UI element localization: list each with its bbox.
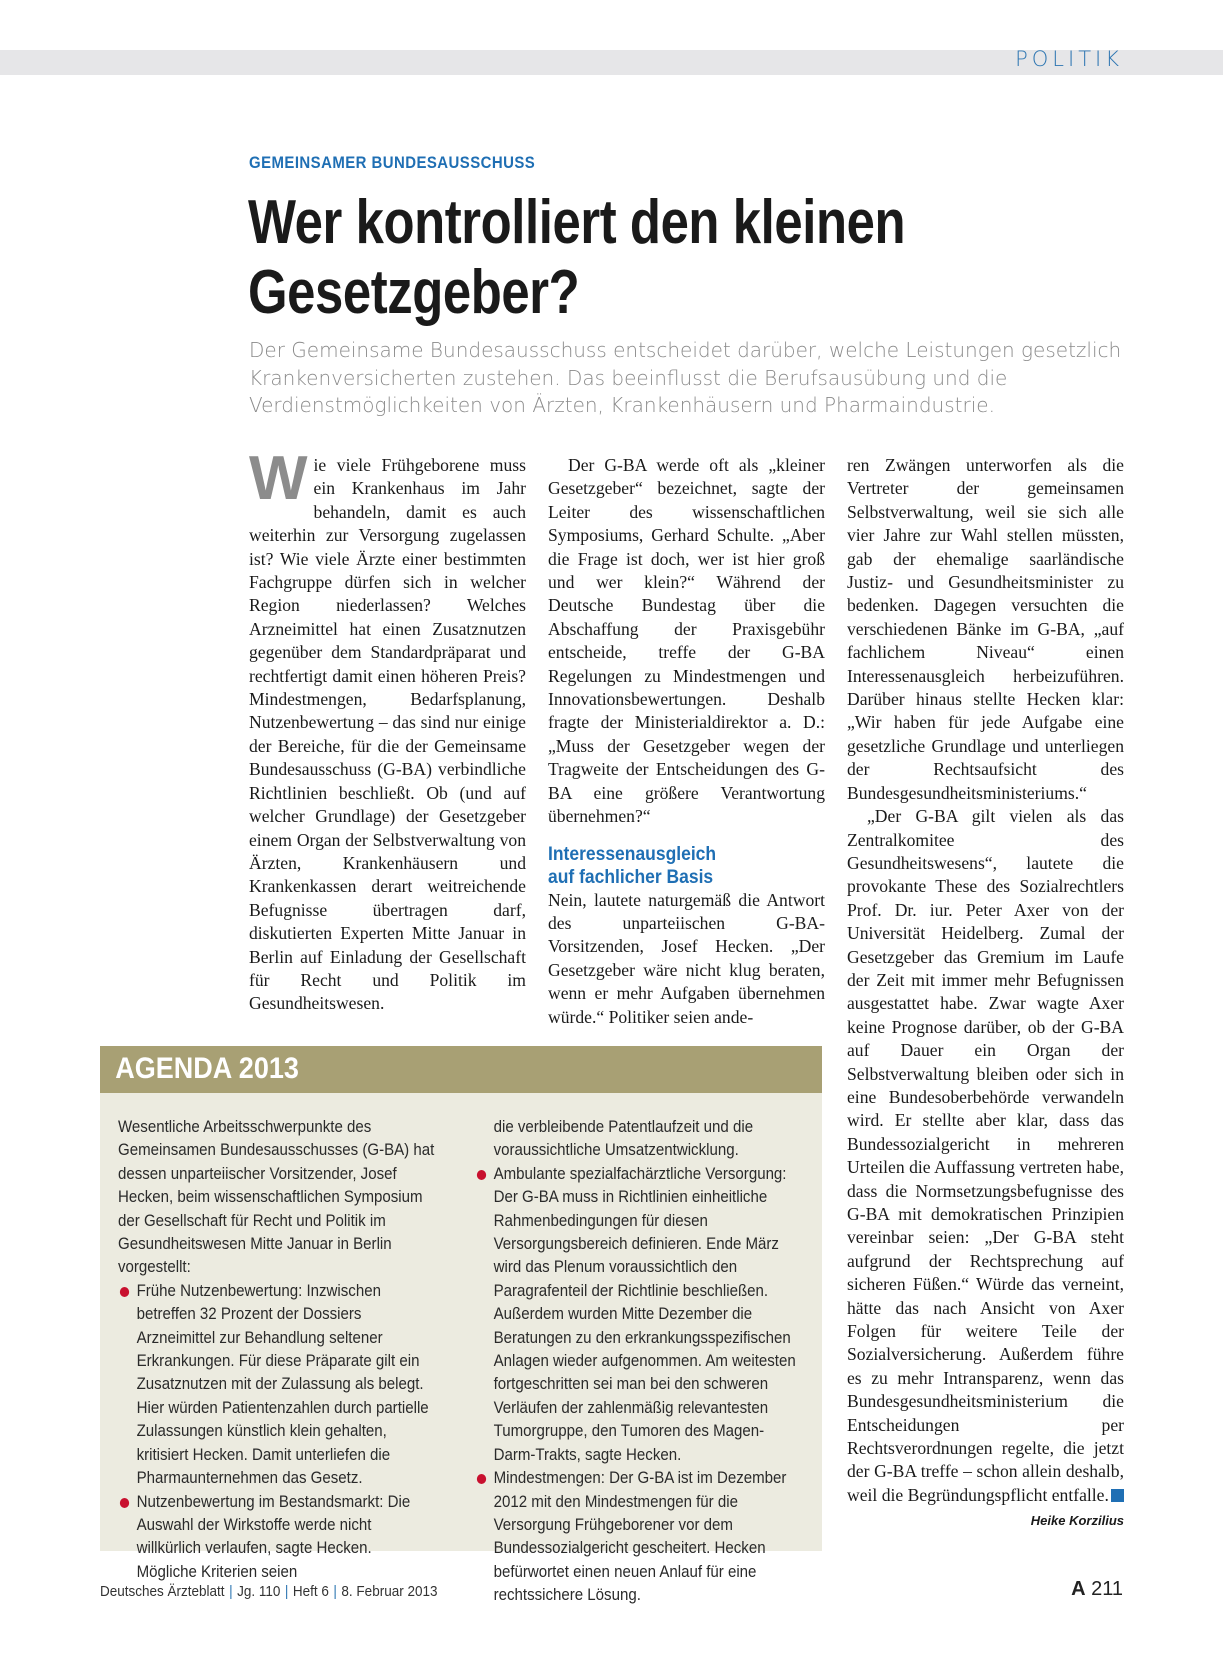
agenda-intro: Wesentliche Arbeitsschwerpunkte des Gemeinsamen Bundesausschusses (G-BA) hat dessen unparteiischer Vorsitzender, Josef Hecken, beim wissenschaftlichen Symposium der Gesellschaft für Recht und Politik im Gesundheitswesen Mitte Januar in Berlin vorgestellt:	[118, 1118, 435, 1277]
agenda-item-continued	[475, 1116, 796, 1163]
bullet-icon	[120, 1498, 129, 1508]
author-byline: Heike Korzilius	[1030, 1513, 1124, 1529]
agenda-title: AGENDA 2013	[115, 1052, 299, 1085]
article-kicker: GEMEINSAMER BUNDESAUSSCHUSS	[249, 153, 536, 172]
journal-issue: Heft 6	[292, 1583, 329, 1600]
title-line-1: Wer kontrolliert den kleinen	[248, 188, 906, 257]
title-line-2: Gesetzgeber?	[248, 258, 580, 327]
agenda-item-text: die verbleibende Patentlaufzeit und die voraussichtliche Umsatzentwicklung.	[493, 1118, 754, 1160]
agenda-column-2	[475, 1116, 796, 1608]
paragraph	[249, 444, 526, 1016]
page-number	[1071, 1578, 1123, 1601]
agenda-list	[118, 1280, 436, 1584]
section-subheading	[548, 843, 803, 889]
bullet-icon	[477, 1474, 486, 1484]
page-number-value: 211	[1091, 1578, 1123, 1600]
agenda-item	[118, 1491, 436, 1585]
subheading-line-2: auf fachlicher Basis	[548, 866, 714, 888]
journal-name: Deutsches Ärzteblatt	[100, 1583, 225, 1600]
agenda-item	[475, 1467, 796, 1607]
agenda-item-text: Frühe Nutzenbewertung: Inzwischen betreffen 32 Prozent der Dossiers Arzneimittel zur Behandlung seltener Erkrankungen. Für diese Präparate gilt ein Zusatznutzen mit der Zulassung als belegt. Hier würden Patientenzahlen durch partielle Zulassungen künstlich klein gehalten, kritisiert Hecken. Damit unterliefen die Pharmaunternehmen das Gesetz.	[136, 1281, 429, 1488]
agenda-list	[475, 1116, 796, 1608]
page-footer	[100, 1583, 438, 1600]
journal-volume: Jg. 110	[237, 1583, 281, 1600]
paragraph: Der G-BA werde oft als „kleiner Gesetzgeber“ bezeichnet, sagte der Leiter des wissenschaftlichen Symposiums, Gerhard Schulte. „Aber die Frage ist doch, wer ist hier groß und wer klein?“ Während der Deutsche Bundestag über die Abschaffung der Praxisgebühr entscheide, treffe der G-BA Regelungen zu Mindestmengen und Innovationsbewertungen. Deshalb fragte der Ministerialdirektor a. D.: „Muss der Gesetzgeber wegen der Tragweite der Entscheidungen des G-BA eine größere Verantwortung übernehmen?“	[548, 455, 825, 827]
bullet-icon	[477, 1170, 486, 1180]
section-label: POLITIK	[1015, 47, 1123, 71]
end-mark-icon	[1111, 1489, 1124, 1502]
paragraph: Nein, lautete naturgemäß die Antwort des unparteiischen G-BA-Vorsitzenden, Josef Hecken. „Der Gesetzgeber wäre nicht klug beraten, wenn er mehr Aufgaben übernehmen würde.“ Politiker seien ande-	[548, 889, 825, 1027]
separator: |	[284, 1583, 289, 1600]
agenda-column-1	[118, 1116, 436, 1584]
paragraph-text: „Der G-BA gilt vielen als das Zentralkomitee des Gesundheitswesens“, lautete die provokante These des Sozialrechtlers Prof. Dr. iur. Peter Axer von der Universität Heidelberg. Zumal der Gesetzgeber das Gremium im Laufe der Zeit mit immer mehr Befugnissen ausgestattet habe. Zwar wagte Axer keine Prognose darüber, ob der G-BA auf Dauer ein Organ der Selbstverwaltung bleiben oder sich in eine Bundesoberbehörde verwandeln wird. Er stellte aber klar, dass das Bundessozialgericht in mehreren Urteilen die Auffassung vertreten habe, dass die Normsetzungsbefugnisse des G-BA mit demokratischen Prinzipien vereinbar seien: „Der G-BA steht aufgrund der Rechtsprechung auf sicheren Füßen.“ Würde das verneint, hätte das nach Ansicht von Axer Folgen für weitere Teile der Sozialversicherung. Außerdem führe es zu mehr Intransparenz, wenn das Bundesgesundheitsministerium die Entscheidungen per Rechtsverordnungen regelte, die jetzt der G-BA treffe – schon allein deshalb, weil die Begründungspflicht entfalle.	[847, 806, 1124, 1505]
bullet-icon	[120, 1287, 129, 1297]
agenda-item	[475, 1163, 796, 1467]
agenda-item-text: Ambulante spezialfachärztliche Versorgung: Der G-BA muss in Richtlinien einheitliche Rahmenbedingungen für diesen Versorgungsbereich definieren. Ende März wird das Plenum voraussichtlich den Paragrafenteil der Richtlinie beschließen. Außerdem wurden Mitte Dezember die Beratungen zu den erkrankungsspezifischen Anlagen wieder aufgenommen. Am weitesten fortgeschritten sei man bei den schweren Verläufen der zahlenmäßig relevantesten Tumorgruppe, den Tumoren des Magen-Darm-Trakts, sagte Hecken.	[493, 1164, 796, 1464]
body-column-1	[249, 444, 526, 1016]
separator: |	[229, 1583, 233, 1600]
body-column-3	[847, 454, 1124, 1533]
subheading-line-1: Interessenausgleich	[548, 843, 717, 865]
drop-cap: W	[249, 444, 308, 513]
article-lead: Der Gemeinsame Bundesausschuss entscheidet darüber, welche Leistungen gesetzlich Krankenversicherten zustehen. Das beeinflusst die Berufsausübung und die Verdienstmöglichkeiten von Ärzten, Krankenhäusern und Pharmaindustrie.	[249, 338, 1122, 417]
agenda-item-text: Mindestmengen: Der G-BA ist im Dezember 2012 mit den Mindestmengen für die Versorgung Frühgeborener vor dem Bundessozialgericht gescheitert. Hecken befürwortet einen neuen Anlauf für eine rechtssichere Lösung.	[493, 1469, 787, 1605]
agenda-item-text: Nutzenbewertung im Bestandsmarkt: Die Auswahl der Wirkstoffe werde nicht willkürlich verlaufen, sagte Hecken. Mögliche Kriterien seien	[136, 1492, 411, 1581]
paragraph	[847, 805, 1124, 1507]
page-prefix: A	[1071, 1578, 1086, 1600]
article-title	[248, 188, 920, 328]
journal-date: 8. Februar 2013	[341, 1583, 438, 1600]
paragraph: ren Zwängen unterworfen als die Vertreter der gemeinsamen Selbstverwaltung, weil sie sich alle vier Jahre zur Wahl stellen müssten, gab der ehemalige saarländische Justiz- und Gesundheitsminister zu bedenken. Dagegen versuchten die verschiedenen Bänke im G-BA, „auf fachlichem Niveau“ einen Interessenausgleich herbeizuführen. Darüber hinaus stellte Hecken klar: „Wir haben für jede Aufgabe eine gesetzliche Grundlage und unterliegen der Rechtsaufsicht des Bundesgesundheitsministeriums.“	[847, 455, 1124, 803]
separator: |	[333, 1583, 337, 1600]
paragraph-text: ie viele Frühgeborene muss ein Krankenhaus im Jahr behandeln, damit es auch weiterhin zur Versorgung zugelassen ist? Wie viele Ärzte einer bestimmten Fachgruppe dürfen sich in welcher Region niederlassen? Welches Arzneimittel hat einen Zusatznutzen gegenüber dem Standardpräparat und rechtfertigt damit einen höheren Preis? Mindestmengen, Bedarfsplanung, Nutzenbewertung – das sind nur einige der Bereiche, für die der Gemeinsame Bundesausschuss (G-BA) verbindliche Richtlinien beschließt. Ob (und auf welcher Grundlage) der Gesetzgeber einem Organ der Selbstverwaltung von Ärzten, Krankenhäusern und Krankenkassen derart weitreichende Befugnisse übertragen darf, diskutierten Experten Mitte Januar in Berlin auf Einladung der Gesellschaft für Recht und Politik im Gesundheitswesen.	[249, 455, 526, 1014]
agenda-item	[118, 1280, 436, 1491]
agenda-header	[100, 1046, 822, 1093]
body-column-2	[548, 454, 825, 1029]
